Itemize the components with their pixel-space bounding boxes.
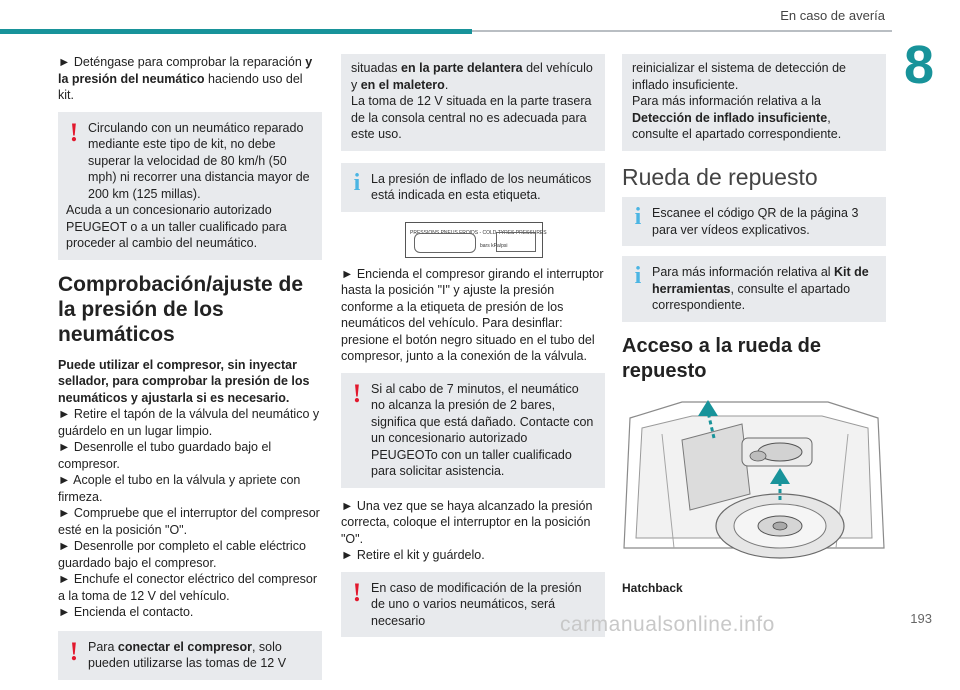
lead-paragraph: Puede utilizar el compresor, sin inyectar sellador, para comprobar la presión de los neumáticos y ajustarla si es necesario.: [58, 357, 310, 405]
car-outline-graphic: [414, 233, 476, 253]
chapter-number: 8: [903, 35, 935, 95]
info-icon: i: [634, 263, 642, 289]
column-2: [341, 54, 605, 647]
spare-wheel-illustration: [622, 398, 886, 566]
step-item: ► Desenrolle el tubo guardado bajo el compresor.: [58, 440, 272, 471]
step-item: ► Acople el tubo en la válvula y apriete con firmeza.: [58, 473, 301, 504]
info-icon: i: [634, 204, 642, 230]
warning-note-seven-minutes: ! Si al cabo de 7 minutos, el neumático no alcanza la presión de 2 bares, significa que está dañado. Contacte con un concesionario autorizado PEUGEOTo con un taller cualificado para solicitar asistencia.: [341, 373, 605, 488]
page-number: 193: [910, 611, 932, 626]
info-note-tool-kit: i Para más información relativa al Kit de herramientas, consulte el apartado correspondiente.: [622, 256, 886, 322]
section-heading-spare-wheel: Rueda de repuesto: [622, 163, 818, 190]
warning-note-pressure-change-continued: reinicializar el sistema de detección de inflado insuficiente. Para más información relativa a la Detección de inflado insuficiente, consulte el apartado correspondiente.: [622, 54, 886, 151]
warning-icon: !: [69, 117, 79, 147]
column-1: [58, 54, 322, 690]
warning-note-speed-limit: ! Circulando con un neumático reparado mediante este tipo de kit, no debe superar la velocidad de 80 km/h (50 mph) ni recorrer una distancia mayor de 200 km (125 millas). Acuda a un concesionario autorizado PEUGEOT o a un taller cualificado para proceder al cambio del neumático.: [58, 112, 322, 260]
warning-icon: !: [352, 577, 362, 607]
paragraph-check-repair: ► Deténgase para comprobar la reparación y la presión del neumático haciendo uso del kit.: [58, 55, 313, 102]
header-divider-line: [472, 30, 892, 32]
warning-icon: !: [352, 378, 362, 408]
step-item: ► Retire el tapón de la válvula del neumático y guárdelo en un lugar limpio.: [58, 407, 320, 438]
paragraph-inflate: ► Encienda el compresor girando el interruptor hasta la posición "I" y ajuste la presión conforme a la etiqueta de presión de los neumáticos del vehículo. Para desinflar: presione el botón negro situado en el tubo del compresor, junto a la conexión de la válvula.: [341, 266, 604, 363]
step-item: ► Enchufe el conector eléctrico del compresor a la toma de 12 V del vehículo.: [58, 572, 318, 603]
warning-note-pressure-change: ! En caso de modificación de la presión de uno o varios neumáticos, será necesario: [341, 572, 605, 638]
info-note-qr-code: i Escanee el código QR de la página 3 para ver vídeos explicativos.: [622, 197, 886, 246]
header-accent-line: [0, 29, 472, 34]
tyre-pressure-label-image: PRESSIONS PNEUS FROIDS - COLD TYRES PRESSURES bars kPa/psi: [405, 222, 543, 258]
section-heading-access-spare: Acceso a la rueda de repuesto: [622, 334, 821, 382]
section-heading-pressure: Comprobación/ajuste de la presión de los neumáticos: [58, 272, 304, 346]
watermark: carmanualsonline.info: [560, 613, 775, 636]
step-item: ► Encienda el contacto.: [58, 605, 194, 619]
step-item: ► Una vez que se haya alcanzado la presión correcta, coloque el interruptor en la posición "O".: [341, 498, 593, 546]
step-item: ► Retire el kit y guárdelo.: [341, 548, 485, 562]
section-title: En caso de avería: [780, 8, 885, 23]
warning-icon: !: [69, 636, 79, 666]
info-note-pressure-label: i La presión de inflado de los neumáticos está indicada en esta etiqueta.: [341, 163, 605, 212]
warning-note-sockets: ! Para conectar el compresor, solo pueden utilizarse las tomas de 12 V: [58, 631, 322, 680]
info-icon: i: [353, 169, 361, 196]
warning-note-sockets-continued: situadas en la parte delantera del vehículo y en el maletero. La toma de 12 V situada en la parte trasera de la consola central no es adecuada para este uso.: [341, 54, 605, 151]
step-item: ► Desenrolle por completo el cable eléctrico guardado bajo el compresor.: [58, 539, 306, 570]
column-3: [622, 54, 886, 597]
figure-caption: Hatchback: [622, 581, 683, 595]
step-item: ► Compruebe que el interruptor del compresor esté en la posición "O".: [58, 506, 320, 537]
